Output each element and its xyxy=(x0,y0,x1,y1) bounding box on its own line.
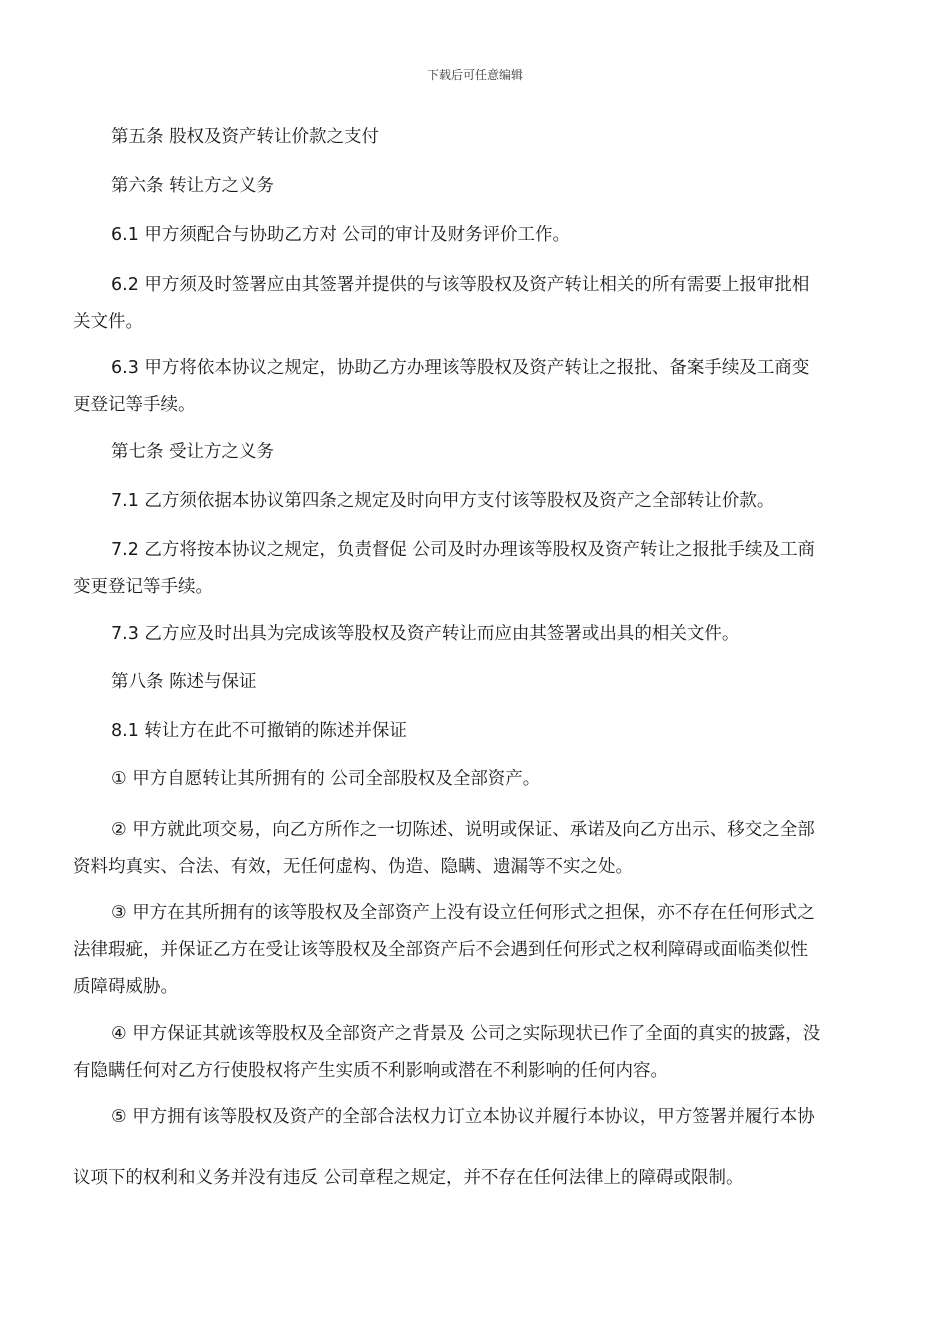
clause-6-2-line-1: 6.2 甲方须及时签署应由其签署并提供的与该等股权及资产转让相关的所有需要上报审批相 xyxy=(111,275,810,295)
clause-6-2-line-2: 关文件。 xyxy=(73,312,143,332)
item-2-line-1: ② 甲方就此项交易，向乙方所作之一切陈述、说明或保证、承诺及向乙方出示、移交之全部 xyxy=(111,820,815,840)
item-4-line-2: 有隐瞒任何对乙方行使股权将产生实质不利影响或潜在不利影响的任何内容。 xyxy=(73,1061,668,1081)
clause-7-3: 7.3 乙方应及时出具为完成该等股权及资产转让而应由其签署或出具的相关文件。 xyxy=(111,624,740,644)
item-3-line-1: ③ 甲方在其所拥有的该等股权及全部资产上没有设立任何形式之担保，亦不存在任何形式之 xyxy=(111,903,815,923)
item-1: ① 甲方自愿转让其所拥有的 公司全部股权及全部资产。 xyxy=(111,769,541,789)
article-6-heading: 第六条 转让方之义务 xyxy=(111,176,275,196)
item-5-line-2: 议项下的权利和义务并没有违反 公司章程之规定，并不存在任何法律上的障碍或限制。 xyxy=(73,1168,744,1188)
page-header: 下载后可任意编辑 xyxy=(426,68,523,82)
article-7-heading: 第七条 受让方之义务 xyxy=(111,442,275,462)
clause-6-3-line-2: 更登记等手续。 xyxy=(73,395,196,415)
item-3-line-2: 法律瑕疵，并保证乙方在受让该等股权及全部资产后不会遇到任何形式之权利障碍或面临类似性 xyxy=(73,940,808,960)
clause-7-2-line-1: 7.2 乙方将按本协议之规定，负责督促 公司及时办理该等股权及资产转让之报批手续及工商 xyxy=(111,540,815,560)
clause-7-2-line-2: 变更登记等手续。 xyxy=(73,577,213,597)
clause-7-1: 7.1 乙方须依据本协议第四条之规定及时向甲方支付该等股权及资产之全部转让价款。 xyxy=(111,491,775,511)
article-8-heading: 第八条 陈述与保证 xyxy=(111,672,257,692)
clause-6-3-line-1: 6.3 甲方将依本协议之规定，协助乙方办理该等股权及资产转让之报批、备案手续及工商变 xyxy=(111,358,810,378)
item-2-line-2: 资料均真实、合法、有效，无任何虚构、伪造、隐瞒、遗漏等不实之处。 xyxy=(73,857,633,877)
item-5-line-1: ⑤ 甲方拥有该等股权及资产的全部合法权力订立本协议并履行本协议，甲方签署并履行本协 xyxy=(111,1107,815,1127)
item-4-line-1: ④ 甲方保证其就该等股权及全部资产之背景及 公司之实际现状已作了全面的真实的披露，没 xyxy=(111,1024,821,1044)
clause-8-1: 8.1 转让方在此不可撤销的陈述并保证 xyxy=(111,721,407,741)
clause-6-1: 6.1 甲方须配合与协助乙方对 公司的审计及财务评价工作。 xyxy=(111,225,570,245)
item-3-line-3: 质障碍威胁。 xyxy=(73,977,178,997)
article-5-heading: 第五条 股权及资产转让价款之支付 xyxy=(111,127,380,147)
